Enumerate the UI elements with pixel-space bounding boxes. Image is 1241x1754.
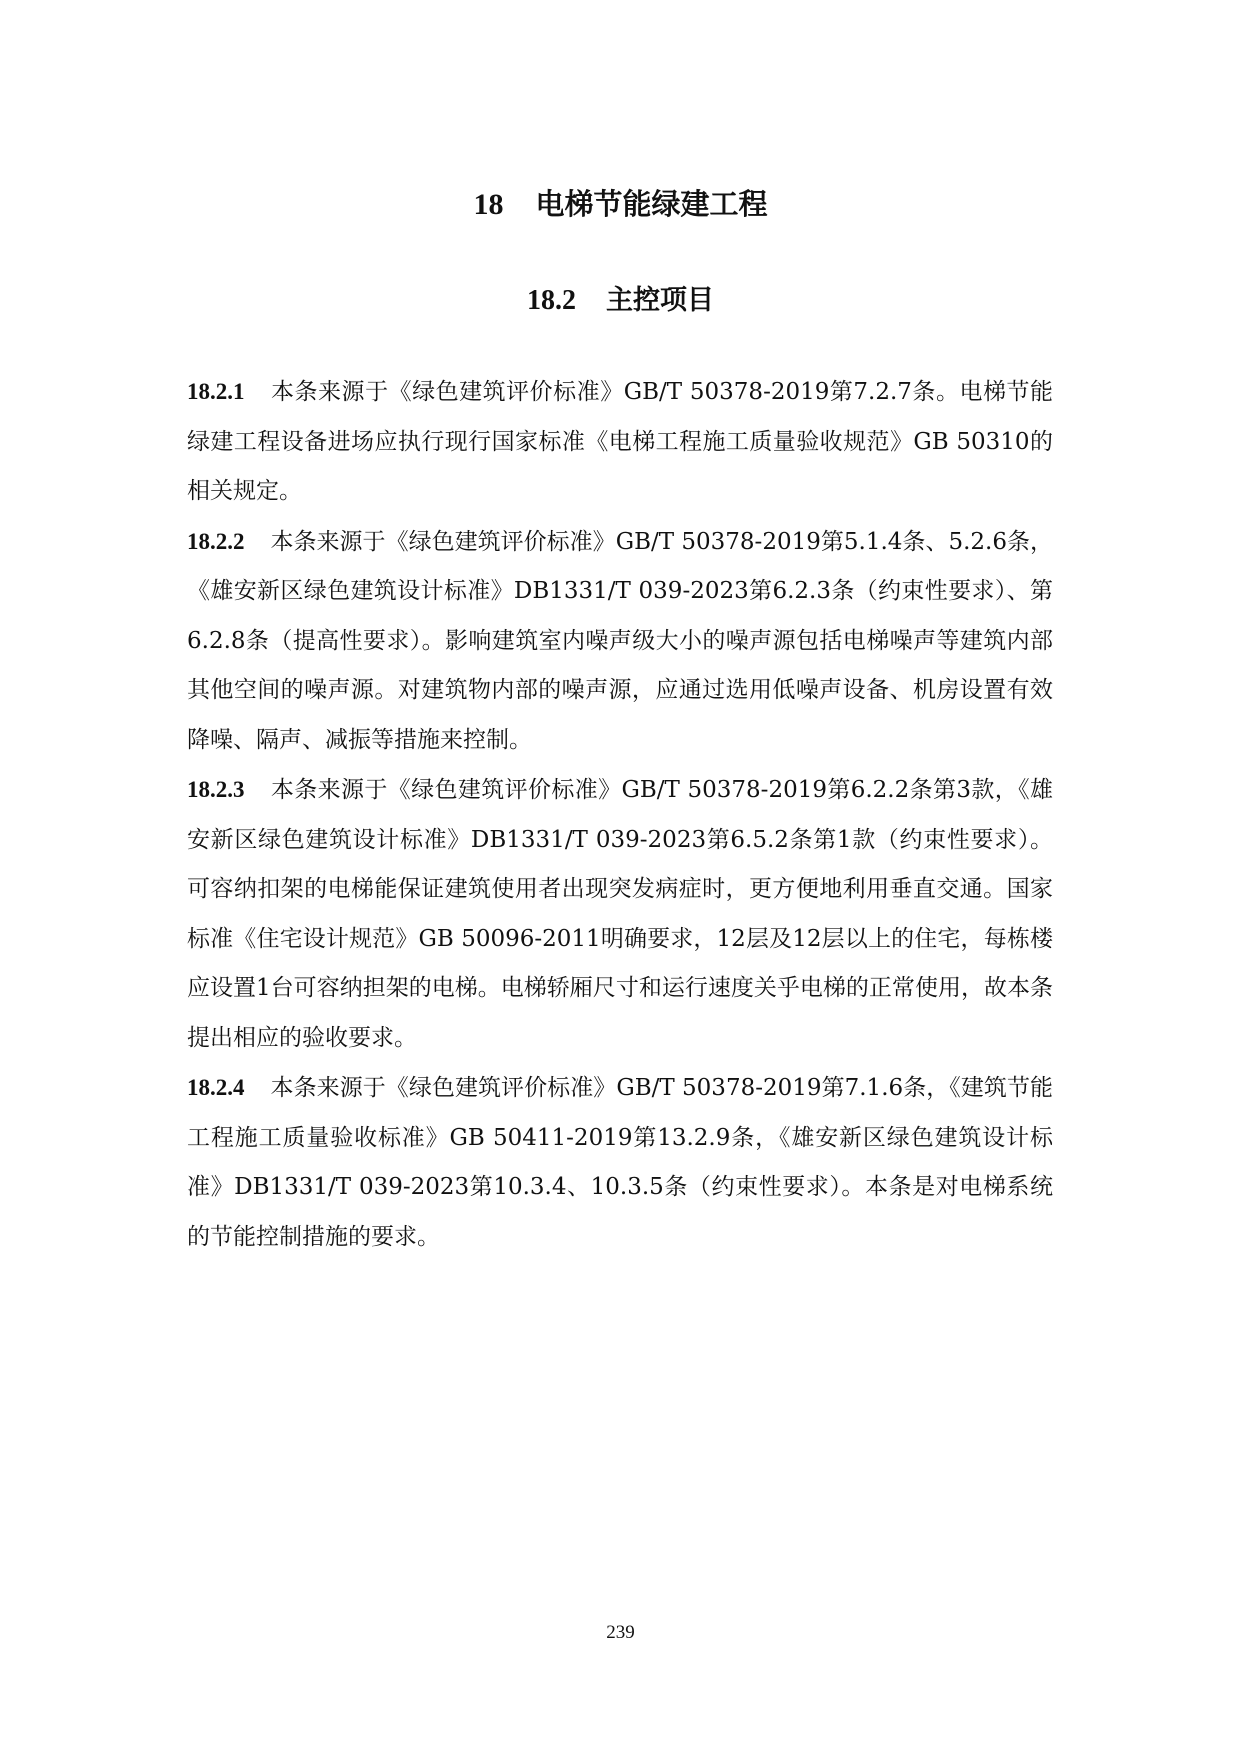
chapter-number: 18: [473, 188, 504, 221]
clause-text: 本条来源于《绿色建筑评价标准》GB/T 50378-2019第7.2.7条。电梯节能绿建工程设备进场应执行现行国家标准《电梯工程施工质量验收规范》GB 50310的相关规定。: [187, 379, 1053, 504]
clause-list: [187, 367, 1053, 1262]
clause-18-2-1: [187, 367, 1053, 517]
clause-number: 18.2.1: [187, 379, 245, 404]
clause-18-2-2: [187, 517, 1053, 766]
chapter-title: [0, 184, 1241, 225]
page-number: 239: [606, 1622, 635, 1643]
clause-number: 18.2.2: [187, 528, 245, 554]
clause-18-2-3: [187, 765, 1053, 1063]
clause-text: 本条来源于《绿色建筑评价标准》GB/T 50378-2019第6.2.2条第3款，《雄安新区绿色建筑设计标准》DB1331/T 039-2023第6.5.2条第1款（约束性要求）。可容纳扣架的电梯能保证建筑使用者出现突发病症时，更方便地利用垂直交通。国家标准《住宅设计规范》GB 50096-2011明确要求，12层及12层以上的住宅，每栋楼应设置1台可容纳担架的电梯。电梯轿厢尺寸和运行速度关乎电梯的正常使用，故本条提出相应的验收要求。: [187, 777, 1053, 1051]
clause-text: 本条来源于《绿色建筑评价标准》GB/T 50378-2019第7.1.6条，《建筑节能工程施工质量验收标准》GB 50411-2019第13.2.9条，《雄安新区绿色建筑设计标准》DB1331/T 039-2023第10.3.4、10.3.5条（约束性要求）。本条是对电梯系统的节能控制措施的要求。: [187, 1075, 1053, 1250]
section-title: [0, 282, 1241, 320]
clause-18-2-4: [187, 1063, 1053, 1262]
chapter-title-text: 电梯节能绿建工程: [535, 187, 768, 221]
clause-text: 本条来源于《绿色建筑评价标准》GB/T 50378-2019第5.1.4条、5.2.6条，《雄安新区绿色建筑设计标准》DB1331/T 039-2023第6.2.3条（约束性要求）、第6.2.8条（提高性要求）。影响建筑室内噪声级大小的噪声源包括电梯噪声等建筑内部其他空间的噪声源。对建筑物内部的噪声源，应通过选用低噪声设备、机房设置有效降噪、隔声、减振等措施来控制。: [187, 528, 1053, 753]
clause-number: 18.2.4: [187, 1075, 245, 1100]
section-number: 18.2: [527, 285, 576, 316]
clause-number: 18.2.3: [187, 777, 245, 802]
section-title-text: 主控项目: [606, 285, 714, 316]
